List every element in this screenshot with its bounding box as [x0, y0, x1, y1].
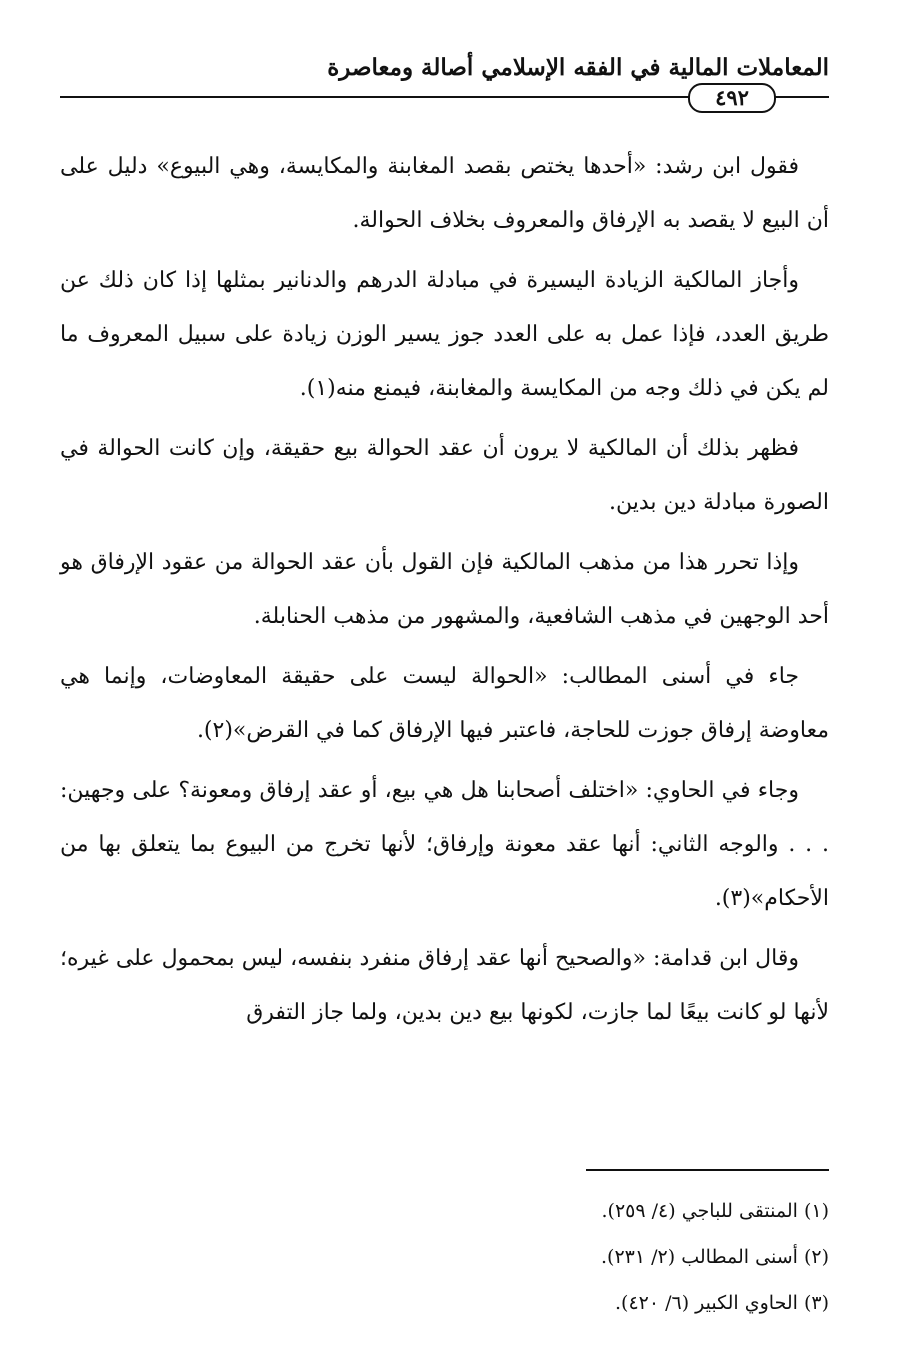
paragraph: وجاء في الحاوي: «اختلف أصحابنا هل هي بيع، أو عقد إرفاق ومعونة؟ على وجهين: . . . والوجه الثاني: أنها عقد معونة وإرفاق؛ لأنها تخرج من البيوع بما يتعلق بها من الأحكام»(٣). [60, 778, 829, 911]
footnote: (٣) الحاوي الكبير (٦/ ٤٢٠). [614, 1292, 829, 1314]
main-text [60, 140, 829, 1046]
footnotes [60, 1188, 829, 1326]
paragraph: وإذا تحرر هذا من مذهب المالكية فإن القول بأن عقد الحوالة من عقود الإرفاق هو أحد الوجهين في مذهب الشافعية، والمشهور من مذهب الحنابلة. [60, 550, 829, 629]
footnote-rule [586, 1169, 829, 1171]
paragraph: فظهر بذلك أن المالكية لا يرون أن عقد الحوالة بيع حقيقة، وإن كانت الحوالة في الصورة مبادلة دين بدين. [60, 436, 829, 515]
paragraph: جاء في أسنى المطالب: «الحوالة ليست على حقيقة المعاوضات، وإنما هي معاوضة إرفاق جوزت للحاجة، فاعتبر فيها الإرفاق كما في القرض»(٢). [60, 664, 829, 743]
running-header: المعاملات المالية في الفقه الإسلامي أصالة ومعاصرة [327, 54, 829, 81]
footnote: (١) المنتقى للباجي (٤/ ٢٥٩). [601, 1200, 829, 1222]
paragraph: فقول ابن رشد: «أحدها يختص بقصد المغابنة والمكايسة، وهي البيوع» دليل على أن البيع لا يقصد به الإرفاق والمعروف بخلاف الحوالة. [60, 154, 829, 233]
paragraph: وأجاز المالكية الزيادة اليسيرة في مبادلة الدرهم والدنانير بمثلها إذا كان ذلك عن طريق العدد، فإذا عمل به على العدد جوز يسير الوزن زيادة على سبيل المعروف ما لم يكن في ذلك وجه من المكايسة والمغابنة، فيمنع منه(١). [60, 268, 829, 401]
paragraph: وقال ابن قدامة: «والصحيح أنها عقد إرفاق منفرد بنفسه، ليس بمحمول على غيره؛ لأنها لو كانت بيعًا لما جازت، لكونها بيع دين بدين، ولما جاز التفرق [60, 946, 829, 1025]
page-number: ٤٩٢ [688, 83, 776, 113]
footnote: (٢) أسنى المطالب (٢/ ٢٣١). [601, 1246, 829, 1268]
